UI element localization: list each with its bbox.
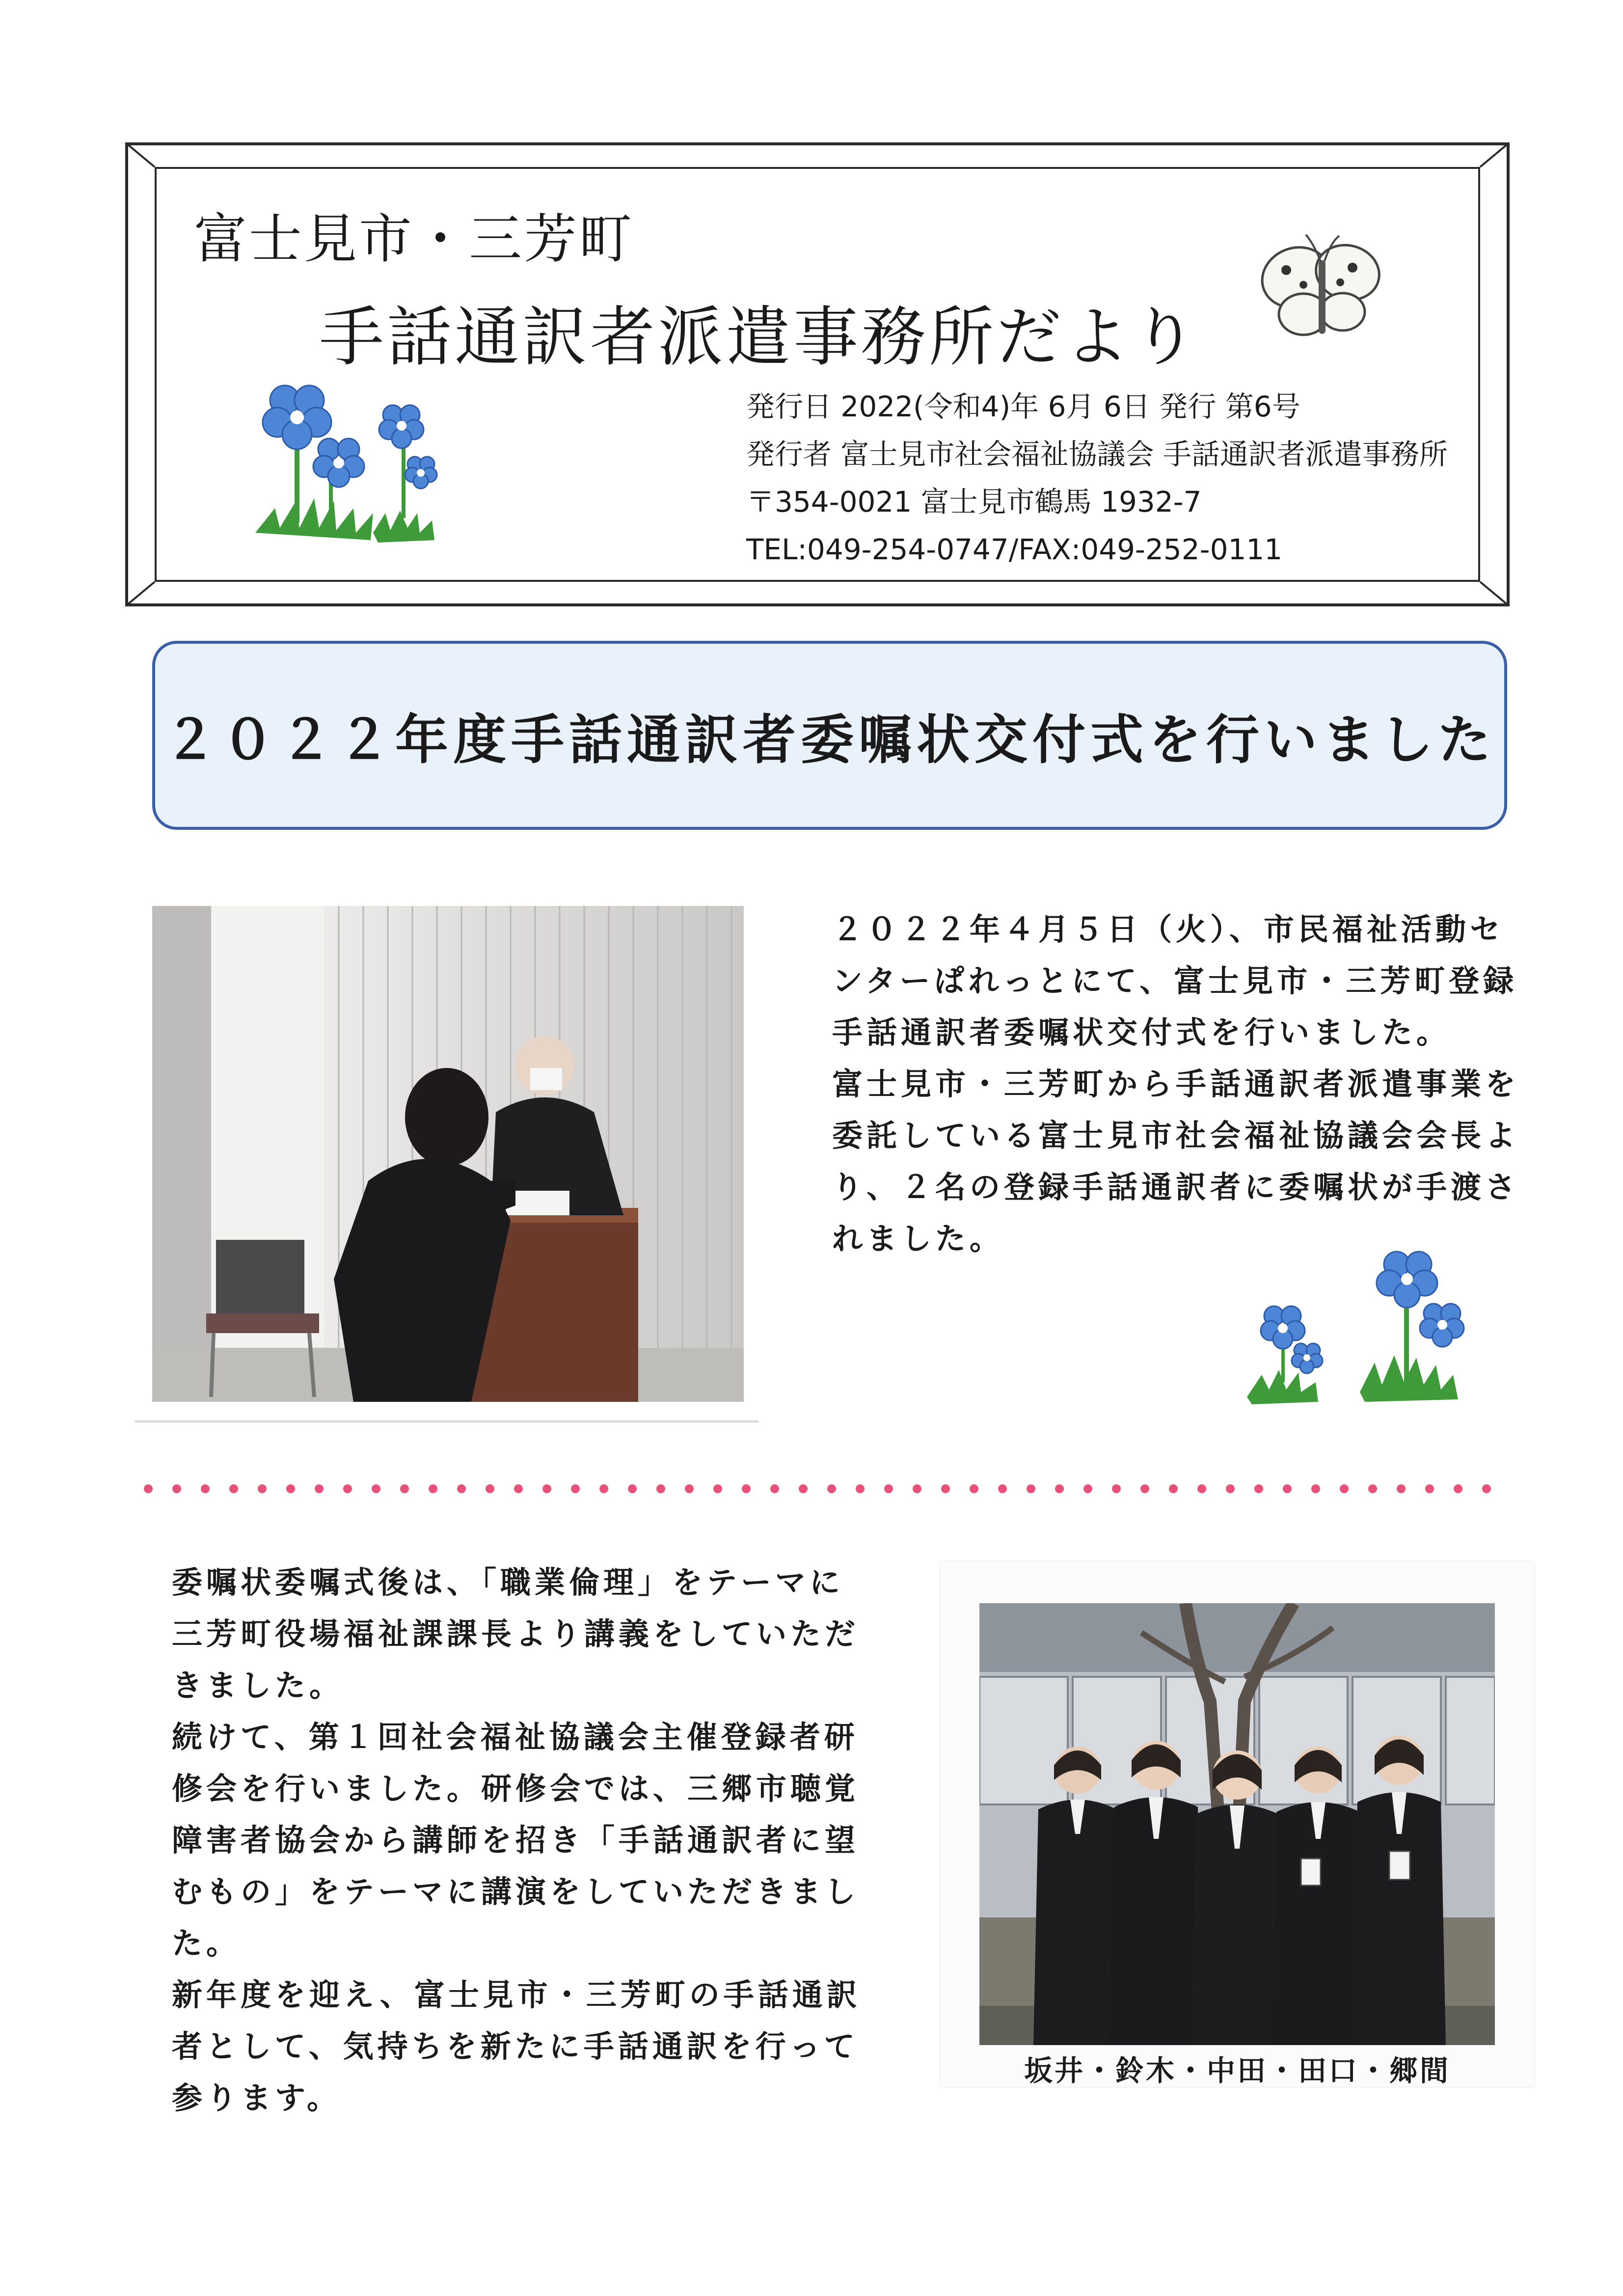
address-line: 〒354-0021 富士見市鶴馬 1932-7 bbox=[746, 485, 1202, 519]
article1-line: れました。 bbox=[832, 1221, 1004, 1257]
article2-line: た。 bbox=[172, 1925, 241, 1961]
article1-line: 手話通訳者委嘱状交付式を行いました。 bbox=[832, 1014, 1451, 1050]
article1-line: り、２名の登録手話通訳者に委嘱状が手渡さ bbox=[832, 1169, 1520, 1205]
headline-text: ２０２２年度手話通訳者委嘱状交付式を行いました bbox=[163, 710, 1496, 771]
article1-line: 富士見市・三芳町から手話通訳者派遣事業を bbox=[832, 1066, 1520, 1102]
article2-line: 修会を行いました。研修会では、三郷市聴覚 bbox=[172, 1771, 860, 1806]
article1-line: ンターぱれっとにて、富士見市・三芳町登録 bbox=[832, 963, 1518, 999]
article2-line: 者として、気持ちを新たに手話通訳を行って bbox=[172, 2028, 859, 2064]
photo-underline bbox=[135, 1421, 758, 1422]
ceremony-photo bbox=[152, 906, 744, 1402]
article2-line: 三芳町役場福祉課課長より講義をしていただ bbox=[172, 1616, 860, 1652]
article1-line: 委託している富士見市社会福祉協議会会長よ bbox=[832, 1118, 1520, 1153]
nemophila-flowers-icon bbox=[245, 381, 466, 550]
article2-line: 参ります。 bbox=[172, 2080, 342, 2116]
dotted-divider bbox=[142, 1483, 1497, 1495]
article2-line: 続けて、第１回社会福祉協議会主催登録者研 bbox=[172, 1719, 859, 1755]
butterfly-icon bbox=[1257, 231, 1384, 349]
group-photo bbox=[979, 1603, 1495, 2045]
issue-line: 発行日 2022(令和4)年 6月 6日 発行 第6号 bbox=[746, 390, 1300, 423]
article2-line: 障害者協会から講師を招き「手話通訳者に望 bbox=[172, 1822, 860, 1858]
group-photo-caption: 坂井・鈴木・中田・田口・郷間 bbox=[1024, 2054, 1450, 2087]
article1-text bbox=[832, 903, 1519, 1264]
article1-line: ２０２２年４月５日（火）、市民福祉活動セ bbox=[832, 911, 1505, 947]
header-info-block bbox=[746, 383, 1448, 574]
article2-text bbox=[172, 1557, 869, 2124]
newsletter-title: 手話通訳者派遣事務所だより bbox=[319, 300, 1200, 375]
header-city: 富士見市・三芳町 bbox=[194, 209, 634, 270]
article2-line: きました。 bbox=[172, 1667, 344, 1703]
article2-line: むもの」をテーマに講演をしていただきまし bbox=[172, 1874, 860, 1910]
nemophila-flowers-small-icon bbox=[1242, 1250, 1483, 1409]
contact-line: TEL:049-254-0747/FAX:049-252-0111 bbox=[746, 533, 1283, 566]
publisher-line: 発行者 富士見市社会福祉協議会 手話通訳者派遣事務所 bbox=[746, 437, 1448, 471]
article2-line: 委嘱状委嘱式後は、「職業倫理」をテーマに bbox=[172, 1564, 844, 1600]
article2-line: 新年度を迎え、富士見市・三芳町の手話通訳 bbox=[172, 1977, 861, 2013]
